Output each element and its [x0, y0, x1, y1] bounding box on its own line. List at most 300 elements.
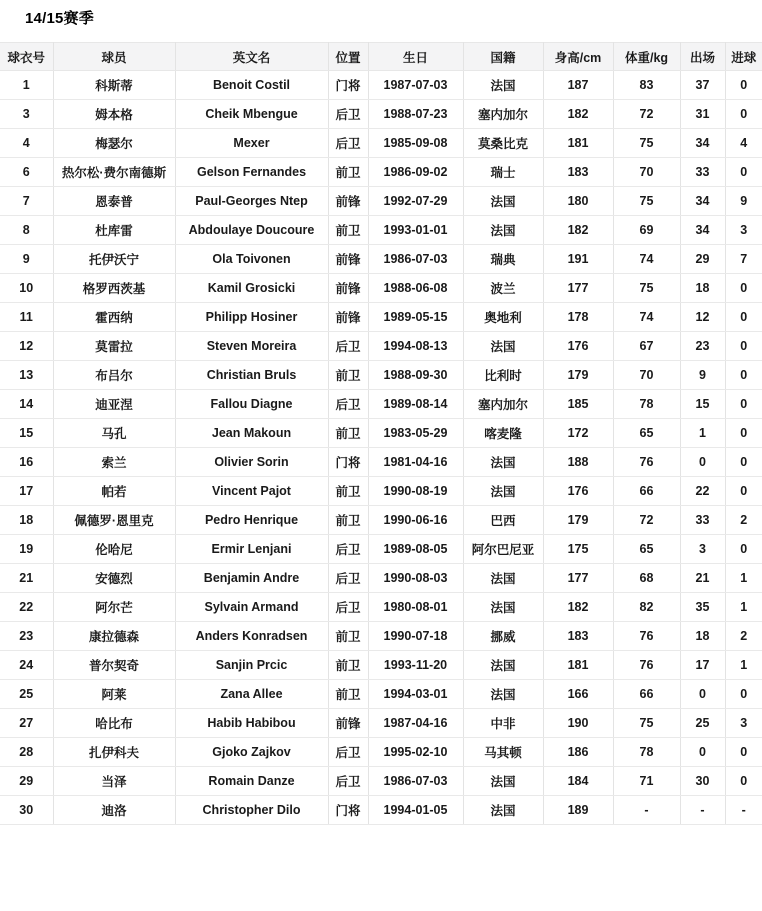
- column-header: 英文名: [175, 43, 328, 71]
- table-cell: 1990-06-16: [368, 506, 463, 535]
- table-cell: Philipp Hosiner: [175, 303, 328, 332]
- table-cell: 法国: [463, 448, 543, 477]
- table-cell: 0: [725, 767, 762, 796]
- table-cell: 34: [680, 129, 725, 158]
- table-cell: 喀麦隆: [463, 419, 543, 448]
- table-cell: 21: [0, 564, 53, 593]
- table-cell: 阿尔巴尼亚: [463, 535, 543, 564]
- table-row: [0, 477, 762, 506]
- table-cell: 29: [680, 245, 725, 274]
- table-cell: 9: [0, 245, 53, 274]
- table-cell: 10: [0, 274, 53, 303]
- table-cell: 78: [613, 390, 680, 419]
- column-header: 球员: [53, 43, 175, 71]
- table-row: [0, 622, 762, 651]
- column-header: 生日: [368, 43, 463, 71]
- table-cell: 23: [680, 332, 725, 361]
- table-cell: 177: [543, 274, 613, 303]
- table-cell: 3: [0, 100, 53, 129]
- table-cell: 191: [543, 245, 613, 274]
- table-cell: 后卫: [328, 535, 368, 564]
- table-cell: 后卫: [328, 564, 368, 593]
- table-cell: 0: [725, 303, 762, 332]
- table-body: [0, 71, 762, 825]
- table-cell: 4: [0, 129, 53, 158]
- table-cell: 热尔松·费尔南德斯: [53, 158, 175, 187]
- table-cell: 0: [725, 100, 762, 129]
- table-cell: 1994-08-13: [368, 332, 463, 361]
- table-cell: 伦哈尼: [53, 535, 175, 564]
- table-cell: 2: [725, 622, 762, 651]
- table-cell: 71: [613, 767, 680, 796]
- table-cell: 65: [613, 419, 680, 448]
- table-cell: 15: [0, 419, 53, 448]
- table-cell: 76: [613, 622, 680, 651]
- table-cell: 66: [613, 477, 680, 506]
- header-row: [0, 43, 762, 71]
- table-cell: 法国: [463, 71, 543, 100]
- table-row: [0, 593, 762, 622]
- table-cell: 37: [680, 71, 725, 100]
- table-cell: Christopher Dilo: [175, 796, 328, 825]
- table-cell: 奥地利: [463, 303, 543, 332]
- column-header: 出场: [680, 43, 725, 71]
- table-cell: 172: [543, 419, 613, 448]
- table-cell: 1995-02-10: [368, 738, 463, 767]
- table-cell: 1980-08-01: [368, 593, 463, 622]
- table-row: [0, 158, 762, 187]
- table-cell: 瑞典: [463, 245, 543, 274]
- table-cell: 75: [613, 187, 680, 216]
- table-row: [0, 709, 762, 738]
- column-header: 国籍: [463, 43, 543, 71]
- table-row: [0, 767, 762, 796]
- table-cell: 马其顿: [463, 738, 543, 767]
- table-cell: 托伊沃宁: [53, 245, 175, 274]
- table-cell: 法国: [463, 680, 543, 709]
- table-cell: 比利时: [463, 361, 543, 390]
- table-header: [0, 43, 762, 71]
- table-cell: 74: [613, 245, 680, 274]
- table-cell: 187: [543, 71, 613, 100]
- table-cell: 67: [613, 332, 680, 361]
- table-cell: 0: [725, 390, 762, 419]
- table-cell: 0: [725, 535, 762, 564]
- table-cell: 1: [725, 651, 762, 680]
- table-cell: 22: [0, 593, 53, 622]
- table-row: [0, 332, 762, 361]
- table-cell: 183: [543, 158, 613, 187]
- table-cell: 前卫: [328, 419, 368, 448]
- table-row: [0, 535, 762, 564]
- table-cell: 前卫: [328, 622, 368, 651]
- table-cell: 后卫: [328, 593, 368, 622]
- table-cell: 法国: [463, 332, 543, 361]
- table-cell: 1989-08-05: [368, 535, 463, 564]
- table-cell: 78: [613, 738, 680, 767]
- table-row: [0, 129, 762, 158]
- table-cell: 184: [543, 767, 613, 796]
- table-cell: 190: [543, 709, 613, 738]
- table-cell: 布吕尔: [53, 361, 175, 390]
- table-cell: 7: [725, 245, 762, 274]
- table-row: [0, 448, 762, 477]
- table-cell: 1994-01-05: [368, 796, 463, 825]
- table-cell: 格罗西茨基: [53, 274, 175, 303]
- table-cell: 175: [543, 535, 613, 564]
- table-row: [0, 303, 762, 332]
- table-cell: 法国: [463, 187, 543, 216]
- table-cell: 姆本格: [53, 100, 175, 129]
- table-cell: 1988-09-30: [368, 361, 463, 390]
- table-cell: 34: [680, 216, 725, 245]
- table-cell: 1990-08-19: [368, 477, 463, 506]
- table-cell: 0: [680, 680, 725, 709]
- table-cell: 16: [0, 448, 53, 477]
- table-cell: 76: [613, 448, 680, 477]
- table-cell: 3: [725, 216, 762, 245]
- table-cell: 12: [0, 332, 53, 361]
- table-cell: 前锋: [328, 245, 368, 274]
- table-cell: Abdoulaye Doucoure: [175, 216, 328, 245]
- table-cell: Ermir Lenjani: [175, 535, 328, 564]
- table-cell: 65: [613, 535, 680, 564]
- table-cell: 83: [613, 71, 680, 100]
- table-cell: Ola Toivonen: [175, 245, 328, 274]
- table-cell: 迪亚涅: [53, 390, 175, 419]
- table-cell: 霍西纳: [53, 303, 175, 332]
- table-row: [0, 564, 762, 593]
- table-cell: 76: [613, 651, 680, 680]
- table-cell: Cheik Mbengue: [175, 100, 328, 129]
- table-cell: 塞内加尔: [463, 100, 543, 129]
- table-cell: 31: [680, 100, 725, 129]
- table-cell: 9: [680, 361, 725, 390]
- table-cell: 法国: [463, 651, 543, 680]
- table-cell: 13: [0, 361, 53, 390]
- table-cell: 179: [543, 361, 613, 390]
- table-cell: Steven Moreira: [175, 332, 328, 361]
- table-cell: 82: [613, 593, 680, 622]
- table-cell: 181: [543, 651, 613, 680]
- table-cell: 30: [0, 796, 53, 825]
- table-cell: Olivier Sorin: [175, 448, 328, 477]
- table-cell: Sanjin Prcic: [175, 651, 328, 680]
- table-cell: 1: [680, 419, 725, 448]
- table-cell: 19: [0, 535, 53, 564]
- table-cell: 1993-01-01: [368, 216, 463, 245]
- table-cell: 前锋: [328, 709, 368, 738]
- table-cell: 1986-07-03: [368, 767, 463, 796]
- table-cell: 25: [680, 709, 725, 738]
- table-cell: 72: [613, 506, 680, 535]
- table-cell: 69: [613, 216, 680, 245]
- table-cell: 门将: [328, 796, 368, 825]
- table-cell: 24: [0, 651, 53, 680]
- table-cell: 66: [613, 680, 680, 709]
- table-cell: 1: [725, 593, 762, 622]
- table-cell: 法国: [463, 593, 543, 622]
- table-cell: 后卫: [328, 738, 368, 767]
- table-cell: 166: [543, 680, 613, 709]
- table-cell: 75: [613, 274, 680, 303]
- table-cell: 188: [543, 448, 613, 477]
- column-header: 身高/cm: [543, 43, 613, 71]
- table-cell: Fallou Diagne: [175, 390, 328, 419]
- table-cell: 1987-04-16: [368, 709, 463, 738]
- table-cell: 72: [613, 100, 680, 129]
- table-cell: 1987-07-03: [368, 71, 463, 100]
- roster-table: [0, 42, 762, 825]
- table-cell: 阿莱: [53, 680, 175, 709]
- table-cell: 0: [725, 448, 762, 477]
- table-cell: 0: [725, 274, 762, 303]
- table-cell: 0: [725, 738, 762, 767]
- table-cell: 瑞士: [463, 158, 543, 187]
- table-row: [0, 71, 762, 100]
- table-cell: 前卫: [328, 158, 368, 187]
- column-header: 位置: [328, 43, 368, 71]
- table-cell: 180: [543, 187, 613, 216]
- table-cell: 哈比布: [53, 709, 175, 738]
- table-cell: 18: [0, 506, 53, 535]
- table-cell: 14: [0, 390, 53, 419]
- table-cell: 巴西: [463, 506, 543, 535]
- table-cell: 门将: [328, 71, 368, 100]
- table-cell: 183: [543, 622, 613, 651]
- table-cell: 177: [543, 564, 613, 593]
- table-cell: 法国: [463, 216, 543, 245]
- table-cell: 1986-07-03: [368, 245, 463, 274]
- table-cell: 中非: [463, 709, 543, 738]
- table-cell: 22: [680, 477, 725, 506]
- table-cell: -: [680, 796, 725, 825]
- table-cell: 1989-05-15: [368, 303, 463, 332]
- table-cell: 前锋: [328, 303, 368, 332]
- table-cell: 0: [725, 332, 762, 361]
- table-cell: 前卫: [328, 651, 368, 680]
- table-cell: 18: [680, 622, 725, 651]
- table-cell: 法国: [463, 767, 543, 796]
- table-cell: 塞内加尔: [463, 390, 543, 419]
- table-cell: 33: [680, 506, 725, 535]
- table-cell: 科斯蒂: [53, 71, 175, 100]
- table-cell: 恩泰普: [53, 187, 175, 216]
- table-cell: 182: [543, 593, 613, 622]
- table-cell: Benjamin Andre: [175, 564, 328, 593]
- table-cell: 75: [613, 709, 680, 738]
- table-cell: Vincent Pajot: [175, 477, 328, 506]
- table-cell: 后卫: [328, 332, 368, 361]
- column-header: 进球: [725, 43, 762, 71]
- table-cell: 23: [0, 622, 53, 651]
- table-cell: 安德烈: [53, 564, 175, 593]
- table-cell: 30: [680, 767, 725, 796]
- table-row: [0, 680, 762, 709]
- table-cell: 70: [613, 361, 680, 390]
- table-cell: 1994-03-01: [368, 680, 463, 709]
- table-cell: 6: [0, 158, 53, 187]
- table-cell: 后卫: [328, 767, 368, 796]
- table-cell: 0: [725, 477, 762, 506]
- table-cell: 1988-06-08: [368, 274, 463, 303]
- table-cell: 普尔契奇: [53, 651, 175, 680]
- table-cell: -: [613, 796, 680, 825]
- table-cell: Mexer: [175, 129, 328, 158]
- table-cell: 15: [680, 390, 725, 419]
- table-cell: 帕若: [53, 477, 175, 506]
- table-row: [0, 738, 762, 767]
- table-cell: -: [725, 796, 762, 825]
- table-row: [0, 506, 762, 535]
- table-cell: 3: [680, 535, 725, 564]
- table-cell: 后卫: [328, 390, 368, 419]
- table-cell: 28: [0, 738, 53, 767]
- table-cell: 0: [725, 158, 762, 187]
- table-cell: 0: [725, 361, 762, 390]
- table-cell: 8: [0, 216, 53, 245]
- table-cell: 74: [613, 303, 680, 332]
- table-cell: Zana Allee: [175, 680, 328, 709]
- table-cell: 挪威: [463, 622, 543, 651]
- table-cell: 3: [725, 709, 762, 738]
- table-cell: Gelson Fernandes: [175, 158, 328, 187]
- table-row: [0, 245, 762, 274]
- table-cell: 179: [543, 506, 613, 535]
- table-cell: 17: [0, 477, 53, 506]
- table-cell: 1990-07-18: [368, 622, 463, 651]
- table-cell: 后卫: [328, 100, 368, 129]
- table-cell: 法国: [463, 477, 543, 506]
- table-cell: 9: [725, 187, 762, 216]
- table-cell: 182: [543, 100, 613, 129]
- table-row: [0, 274, 762, 303]
- table-cell: 1: [0, 71, 53, 100]
- table-cell: 阿尔芒: [53, 593, 175, 622]
- table-cell: 12: [680, 303, 725, 332]
- table-cell: 68: [613, 564, 680, 593]
- table-cell: 178: [543, 303, 613, 332]
- table-cell: 189: [543, 796, 613, 825]
- table-cell: 70: [613, 158, 680, 187]
- table-cell: Gjoko Zajkov: [175, 738, 328, 767]
- column-header: 体重/kg: [613, 43, 680, 71]
- table-cell: 法国: [463, 564, 543, 593]
- table-cell: 176: [543, 477, 613, 506]
- table-cell: 前卫: [328, 361, 368, 390]
- table-cell: 后卫: [328, 129, 368, 158]
- table-cell: Sylvain Armand: [175, 593, 328, 622]
- table-cell: 0: [725, 680, 762, 709]
- table-cell: 莫桑比克: [463, 129, 543, 158]
- table-cell: 7: [0, 187, 53, 216]
- table-cell: 马孔: [53, 419, 175, 448]
- table-cell: 186: [543, 738, 613, 767]
- table-cell: 0: [680, 738, 725, 767]
- table-cell: Jean Makoun: [175, 419, 328, 448]
- table-cell: 21: [680, 564, 725, 593]
- table-cell: 4: [725, 129, 762, 158]
- table-cell: 前卫: [328, 477, 368, 506]
- table-row: [0, 100, 762, 129]
- table-cell: 梅瑟尔: [53, 129, 175, 158]
- table-cell: 前卫: [328, 216, 368, 245]
- table-row: [0, 390, 762, 419]
- table-cell: 门将: [328, 448, 368, 477]
- table-cell: 185: [543, 390, 613, 419]
- table-cell: 0: [725, 419, 762, 448]
- table-cell: 康拉德森: [53, 622, 175, 651]
- table-cell: 35: [680, 593, 725, 622]
- table-cell: Romain Danze: [175, 767, 328, 796]
- table-row: [0, 651, 762, 680]
- table-cell: 27: [0, 709, 53, 738]
- table-cell: 34: [680, 187, 725, 216]
- table-cell: 迪洛: [53, 796, 175, 825]
- column-header: 球衣号: [0, 43, 53, 71]
- table-cell: 1993-11-20: [368, 651, 463, 680]
- table-cell: 索兰: [53, 448, 175, 477]
- table-cell: 2: [725, 506, 762, 535]
- table-cell: 莫雷拉: [53, 332, 175, 361]
- table-cell: 前卫: [328, 680, 368, 709]
- table-row: [0, 187, 762, 216]
- table-cell: 当泽: [53, 767, 175, 796]
- table-cell: 29: [0, 767, 53, 796]
- table-cell: Pedro Henrique: [175, 506, 328, 535]
- table-cell: 1: [725, 564, 762, 593]
- table-cell: 25: [0, 680, 53, 709]
- table-cell: 1988-07-23: [368, 100, 463, 129]
- table-row: [0, 796, 762, 825]
- table-cell: Benoit Costil: [175, 71, 328, 100]
- table-cell: 1990-08-03: [368, 564, 463, 593]
- table-cell: 波兰: [463, 274, 543, 303]
- table-row: [0, 216, 762, 245]
- table-cell: Habib Habibou: [175, 709, 328, 738]
- table-cell: 1992-07-29: [368, 187, 463, 216]
- table-cell: 33: [680, 158, 725, 187]
- table-cell: Paul-Georges Ntep: [175, 187, 328, 216]
- table-cell: 1985-09-08: [368, 129, 463, 158]
- table-cell: 176: [543, 332, 613, 361]
- table-cell: 1981-04-16: [368, 448, 463, 477]
- table-cell: 75: [613, 129, 680, 158]
- table-cell: Anders Konradsen: [175, 622, 328, 651]
- table-cell: 1989-08-14: [368, 390, 463, 419]
- table-cell: 1986-09-02: [368, 158, 463, 187]
- table-cell: 1983-05-29: [368, 419, 463, 448]
- table-cell: 前锋: [328, 274, 368, 303]
- table-cell: 11: [0, 303, 53, 332]
- table-cell: 杜库雷: [53, 216, 175, 245]
- table-cell: 17: [680, 651, 725, 680]
- table-cell: 前卫: [328, 506, 368, 535]
- table-row: [0, 419, 762, 448]
- table-cell: Kamil Grosicki: [175, 274, 328, 303]
- table-row: [0, 361, 762, 390]
- table-cell: 18: [680, 274, 725, 303]
- table-cell: 前锋: [328, 187, 368, 216]
- table-cell: 法国: [463, 796, 543, 825]
- table-cell: 0: [725, 71, 762, 100]
- table-cell: Christian Bruls: [175, 361, 328, 390]
- table-cell: 佩德罗·恩里克: [53, 506, 175, 535]
- season-title: 14/15赛季: [25, 10, 94, 27]
- table-cell: 扎伊科夫: [53, 738, 175, 767]
- table-cell: 182: [543, 216, 613, 245]
- table-cell: 0: [680, 448, 725, 477]
